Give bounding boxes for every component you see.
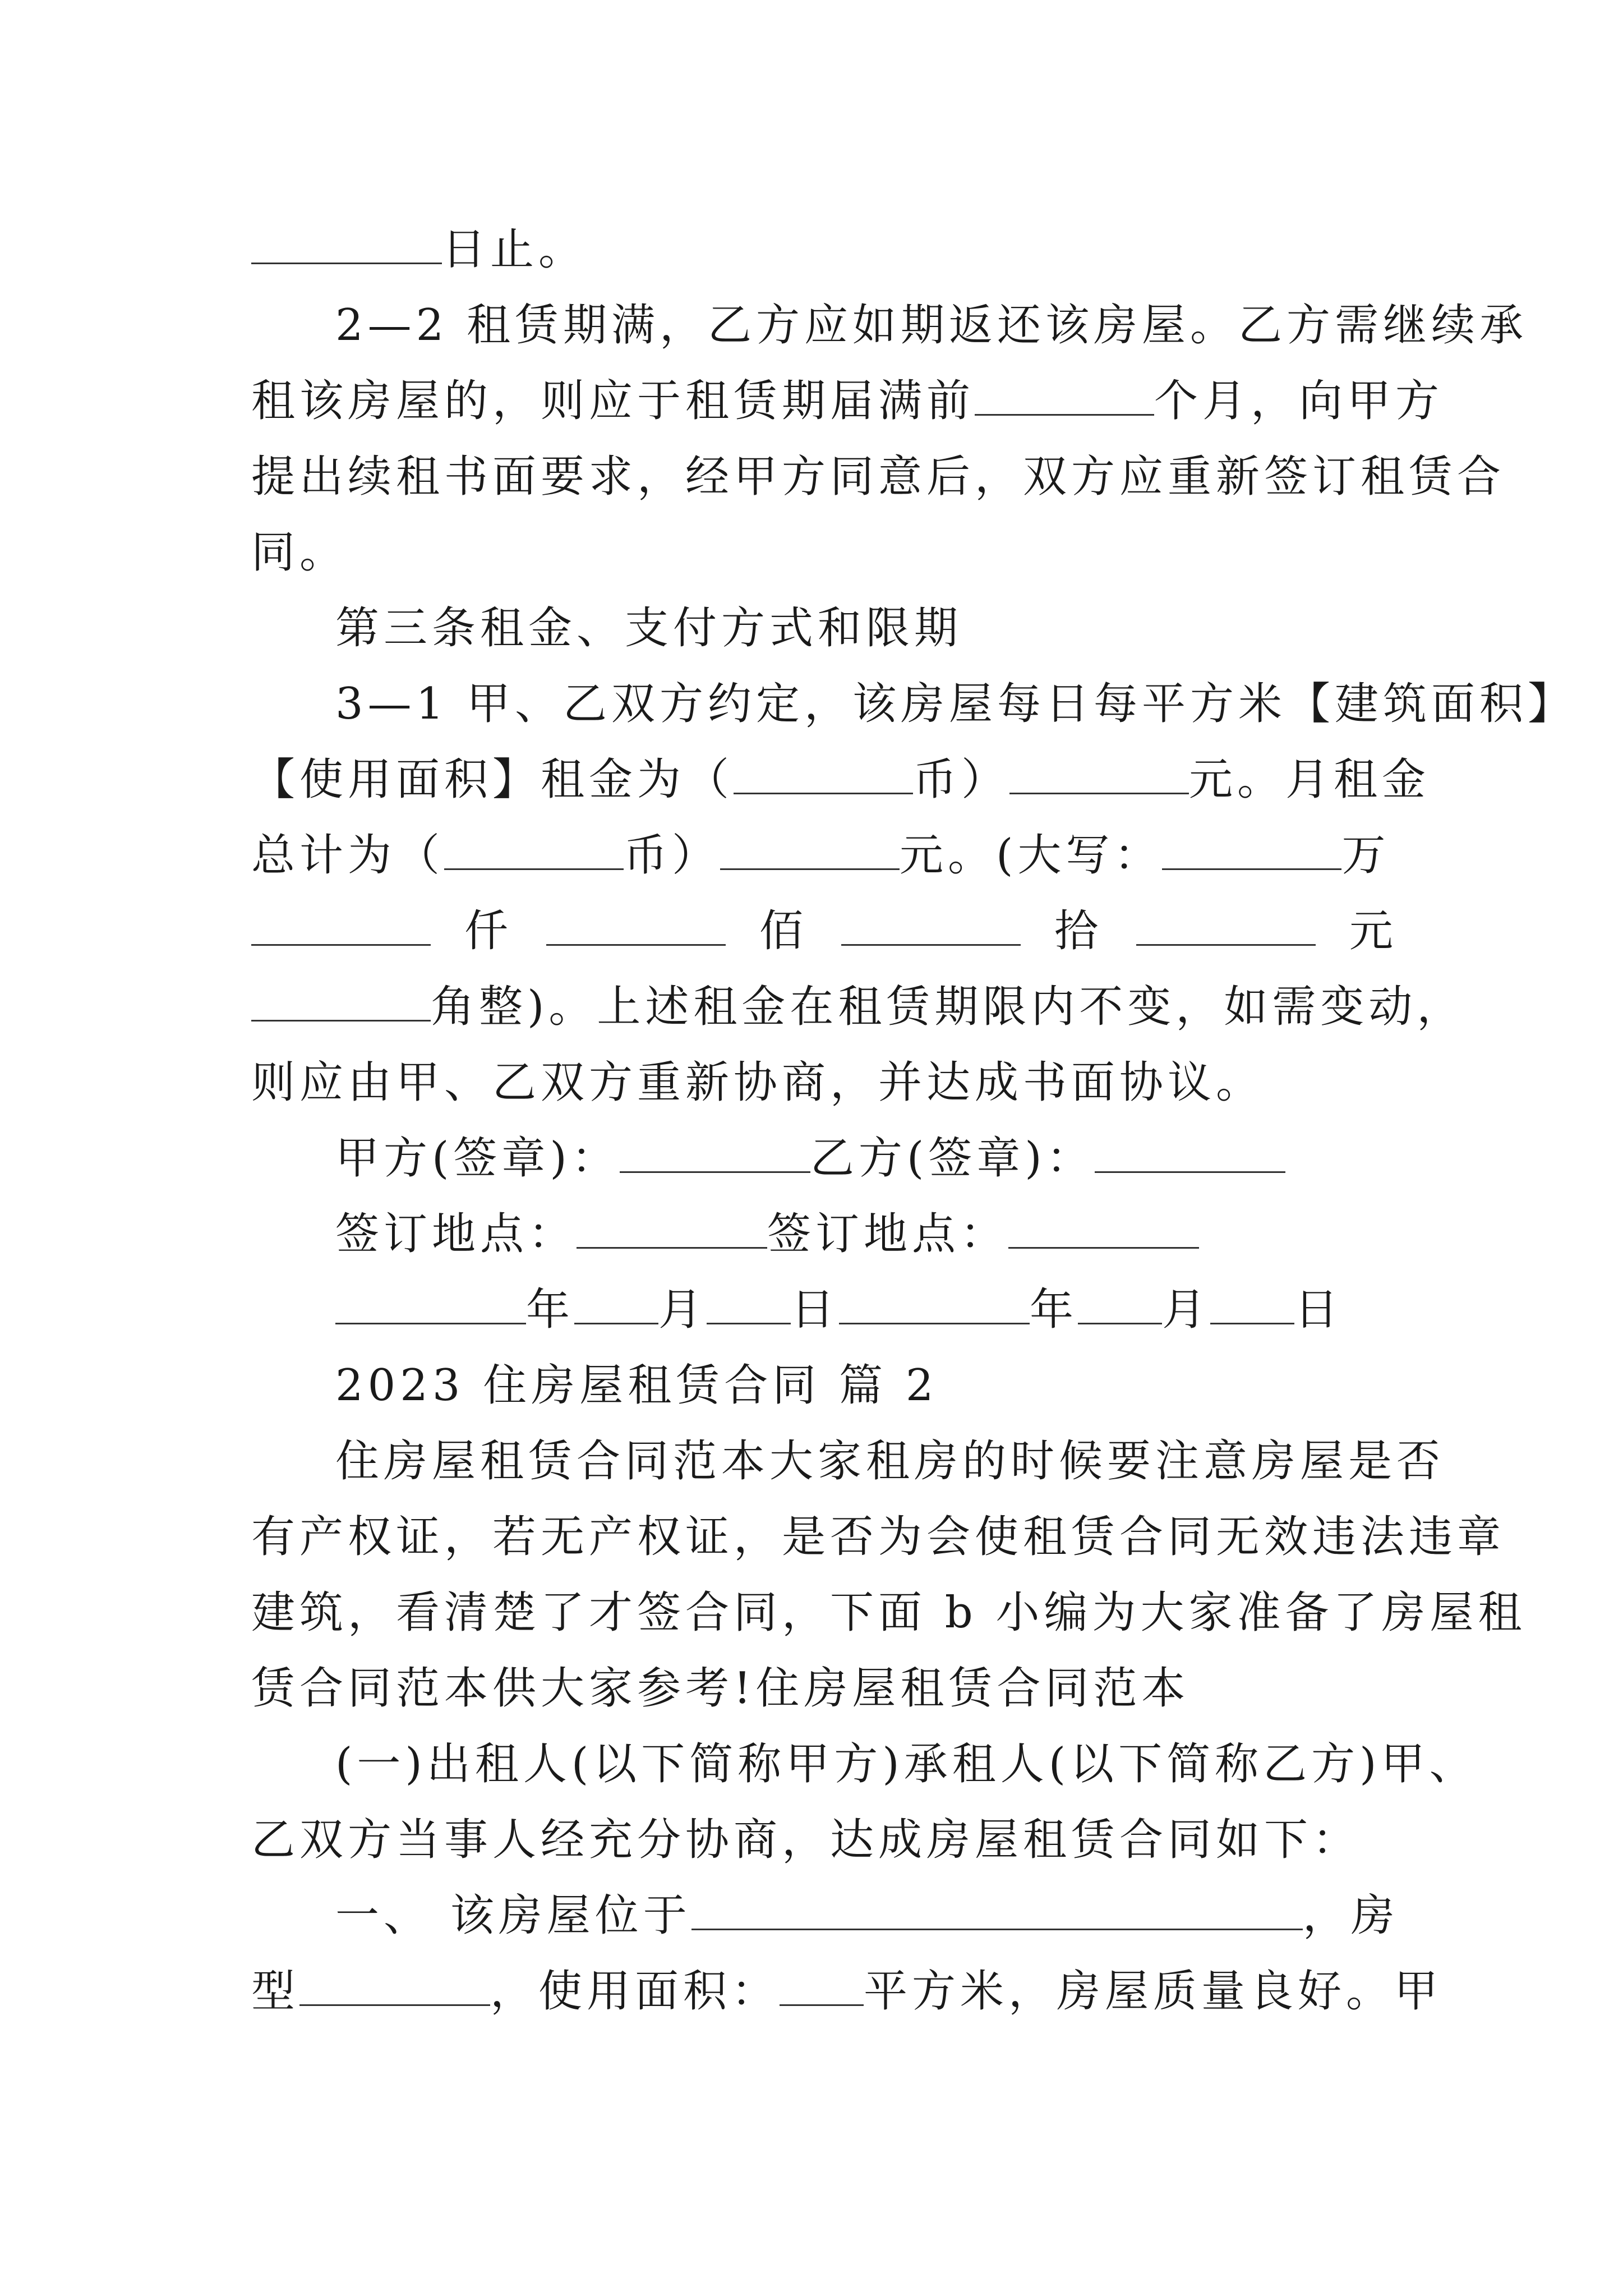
- text-line: [251, 752, 1431, 808]
- text-span: 型: [251, 1966, 300, 2017]
- text-span: 元: [1349, 906, 1398, 956]
- text-line: [335, 676, 1576, 732]
- blank-field: [1162, 829, 1341, 870]
- text-span: 租该房屋的，则应于租赁期届满前: [251, 376, 975, 426]
- text-span: 乙双方当事人经充分协商，达成房屋租赁合同如下：: [251, 1815, 1361, 1865]
- text-span: 【使用面积】租金为（: [251, 754, 734, 805]
- text-span: 2—2 租赁期满，乙方应如期返还该房屋。乙方需继续承: [335, 300, 1528, 351]
- text-line: [251, 373, 1444, 429]
- text-line: [251, 449, 1506, 505]
- text-span: 则应由甲、乙双方重新协商，并达成书面协议。: [251, 1057, 1265, 1108]
- blank-field: [1210, 1283, 1294, 1324]
- text-span: 年: [526, 1285, 575, 1335]
- text-span: 角整)。上述租金在租赁期限内不变，如需变动，: [431, 982, 1465, 1032]
- text-line: [335, 1736, 1478, 1792]
- blank-field: [251, 223, 442, 264]
- blank-field: [335, 1283, 526, 1324]
- text-span: 日止。: [442, 224, 587, 275]
- text-span: 拾: [1054, 906, 1103, 956]
- text-span: 仟: [464, 906, 513, 956]
- text-line: [251, 1509, 1506, 1565]
- text-span: 签订地点：: [767, 1209, 1009, 1259]
- text-span: 日: [791, 1285, 840, 1335]
- text-span: 平方米，房屋质量良好。甲: [864, 1966, 1443, 2017]
- text-line: [251, 524, 1373, 581]
- text-span: 个月，向甲方: [1154, 376, 1444, 426]
- text-line: [251, 1660, 1373, 1717]
- blank-field: [1136, 905, 1316, 946]
- blank-field: [574, 1283, 658, 1324]
- text-line: [335, 297, 1528, 353]
- blank-field: [1078, 1283, 1162, 1324]
- text-span: 第三条租金、支付方式和限期: [335, 603, 963, 654]
- text-span: 元。月租金: [1189, 754, 1431, 805]
- text-span: 同。: [251, 527, 348, 578]
- text-span: 万: [1341, 830, 1390, 881]
- text-span: 币）: [913, 754, 1010, 805]
- text-span: 元。(大写：: [900, 830, 1163, 881]
- text-span: 总计为（: [251, 830, 445, 881]
- blank-field: [299, 1965, 490, 2006]
- text-line: [251, 1055, 1373, 1111]
- text-span: 月: [658, 1285, 707, 1335]
- blank-field: [691, 1889, 1303, 1930]
- blank-field: [839, 1283, 1030, 1324]
- text-line: [251, 1963, 1443, 2019]
- text-span: 甲方(签章)：: [335, 1133, 620, 1184]
- text-span: 建筑，看清楚了才签合同，下面 b 小编为大家准备了房屋租: [251, 1588, 1527, 1638]
- text-line: [251, 222, 1373, 278]
- text-span: (一)出租人(以下简称甲方)承租人(以下简称乙方)甲、: [335, 1739, 1478, 1789]
- blank-field: [251, 981, 431, 1022]
- text-span: 年: [1030, 1285, 1078, 1335]
- text-span: ，使用面积：: [490, 1966, 780, 2017]
- text-span: 住房屋租赁合同范本大家租房的时候要注意房屋是否: [335, 1436, 1445, 1487]
- section-title: [335, 1358, 1457, 1414]
- blank-field: [577, 1208, 767, 1249]
- text-span: 提出续租书面要求，经甲方同意后，双方应重新签订租赁合: [251, 452, 1506, 502]
- section-heading: [335, 600, 1457, 656]
- blank-field: [841, 905, 1021, 946]
- text-line: [335, 1888, 1457, 1944]
- blank-field: [546, 905, 726, 946]
- blank-field: [620, 1132, 810, 1173]
- blank-field: [975, 375, 1154, 416]
- blank-field: [707, 1283, 791, 1324]
- text-line: [251, 903, 1398, 959]
- text-line: [251, 1585, 1527, 1641]
- blank-field: [720, 829, 900, 870]
- signature-line: [335, 1130, 1457, 1186]
- text-span: 一、 该房屋位于: [335, 1890, 691, 1941]
- blank-field: [251, 905, 431, 946]
- text-line: [251, 979, 1465, 1035]
- blank-field: [734, 753, 913, 794]
- text-span: 3—1 甲、乙双方约定，该房屋每日每平方米【建筑面积】: [335, 679, 1576, 729]
- text-span: 币）: [624, 830, 721, 881]
- text-span: 签订地点：: [335, 1209, 577, 1259]
- text-span: 2023 住房屋租赁合同 篇 2: [335, 1360, 938, 1411]
- date-line: [335, 1282, 1457, 1338]
- blank-field: [1095, 1132, 1285, 1173]
- text-line: [251, 1812, 1373, 1868]
- signing-place-line: [335, 1206, 1457, 1262]
- text-span: 有产权证，若无产权证，是否为会使租赁合同无效违法违章: [251, 1512, 1506, 1562]
- text-span: 赁合同范本供大家参考!住房屋租赁合同范本: [251, 1663, 1190, 1714]
- blank-field: [780, 1965, 864, 2006]
- text-line: [335, 1433, 1457, 1489]
- text-span: 乙方(签章)：: [810, 1133, 1095, 1184]
- text-line: [251, 827, 1390, 884]
- blank-field: [1008, 1208, 1199, 1249]
- text-span: 月: [1162, 1285, 1211, 1335]
- blank-field: [444, 829, 624, 870]
- blank-field: [1009, 753, 1189, 794]
- text-span: 佰: [759, 906, 808, 956]
- text-span: ，房: [1302, 1890, 1399, 1941]
- text-span: 日: [1294, 1285, 1343, 1335]
